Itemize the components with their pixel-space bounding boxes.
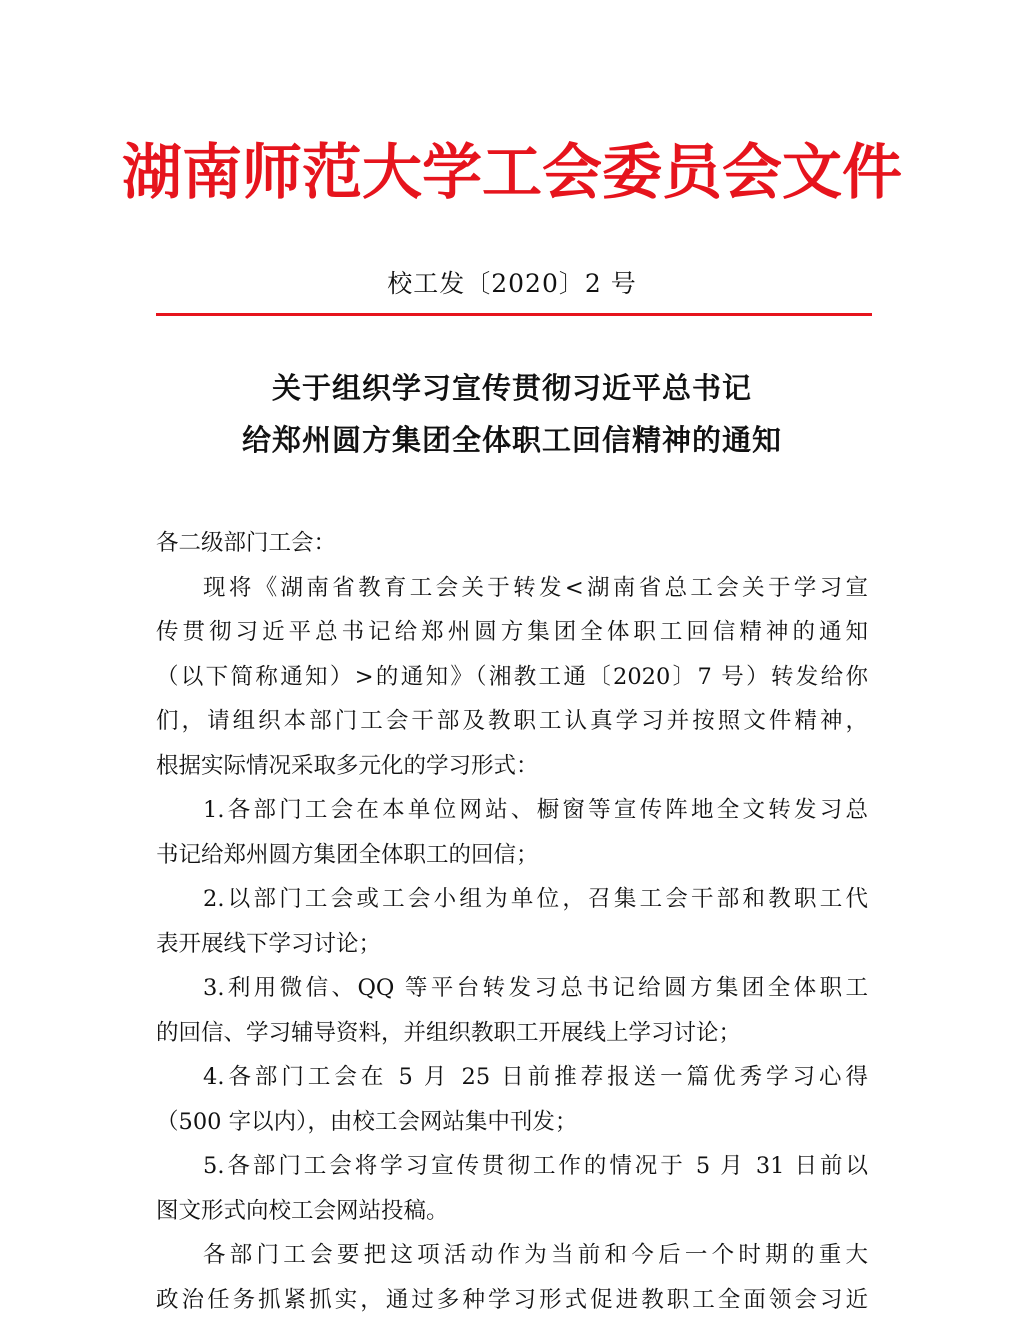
list-item-5-line: 5.各部门工会将学习宣传贯彻工作的情况于 5 月 31 日前以 [156,1144,868,1189]
list-item-5-line: 图文形式向校工会网站投稿。 [156,1189,868,1234]
closing-paragraph-line: 各部门工会要把这项活动作为当前和今后一个时期的重大 [156,1233,868,1278]
notice-title-line-1: 关于组织学习宣传贯彻习近平总书记 [0,366,1024,410]
masthead-title: 湖南师范大学工会委员会文件 [0,128,1024,218]
list-item-1-line: 1.各部门工会在本单位网站、橱窗等宣传阵地全文转发习总 [156,788,868,833]
list-item-2-line: 2.以部门工会或工会小组为单位，召集工会干部和教职工代 [156,877,868,922]
list-item-2-line: 表开展线下学习讨论； [156,922,868,967]
list-item-1-line: 书记给郑州圆方集团全体职工的回信； [156,833,868,878]
list-item-3-line: 3.利用微信、QQ 等平台转发习总书记给圆方集团全体职工 [156,966,868,1011]
closing-paragraph-line: 政治任务抓紧抓实，通过多种学习形式促进教职工全面领会习近 [156,1278,868,1322]
document-body [156,521,868,1322]
list-item-3-line: 的回信、学习辅导资料，并组织教职工开展线上学习讨论； [156,1011,868,1056]
body-line: 现将《湖南省教育工会关于转发<湖南省总工会关于学习宣 [156,566,868,611]
list-item-4-line: 4.各部门工会在 5 月 25 日前推荐报送一篇优秀学习心得 [156,1055,868,1100]
body-line: 们，请组织本部门工会干部及教职工认真学习并按照文件精神， [156,699,868,744]
red-separator-line [156,313,872,316]
notice-title-line-2: 给郑州圆方集团全体职工回信精神的通知 [0,418,1024,462]
salutation: 各二级部门工会： [156,521,868,566]
body-line: 传贯彻习近平总书记给郑州圆方集团全体职工回信精神的通知 [156,610,868,655]
list-item-4-line: （500 字以内），由校工会网站集中刊发； [156,1100,868,1145]
body-line: （以下简称通知）>的通知》（湘教工通〔2020〕7 号）转发给你 [156,655,868,700]
body-line: 根据实际情况采取多元化的学习形式： [156,744,868,789]
document-number: 校工发〔2020〕2 号 [0,266,1024,302]
